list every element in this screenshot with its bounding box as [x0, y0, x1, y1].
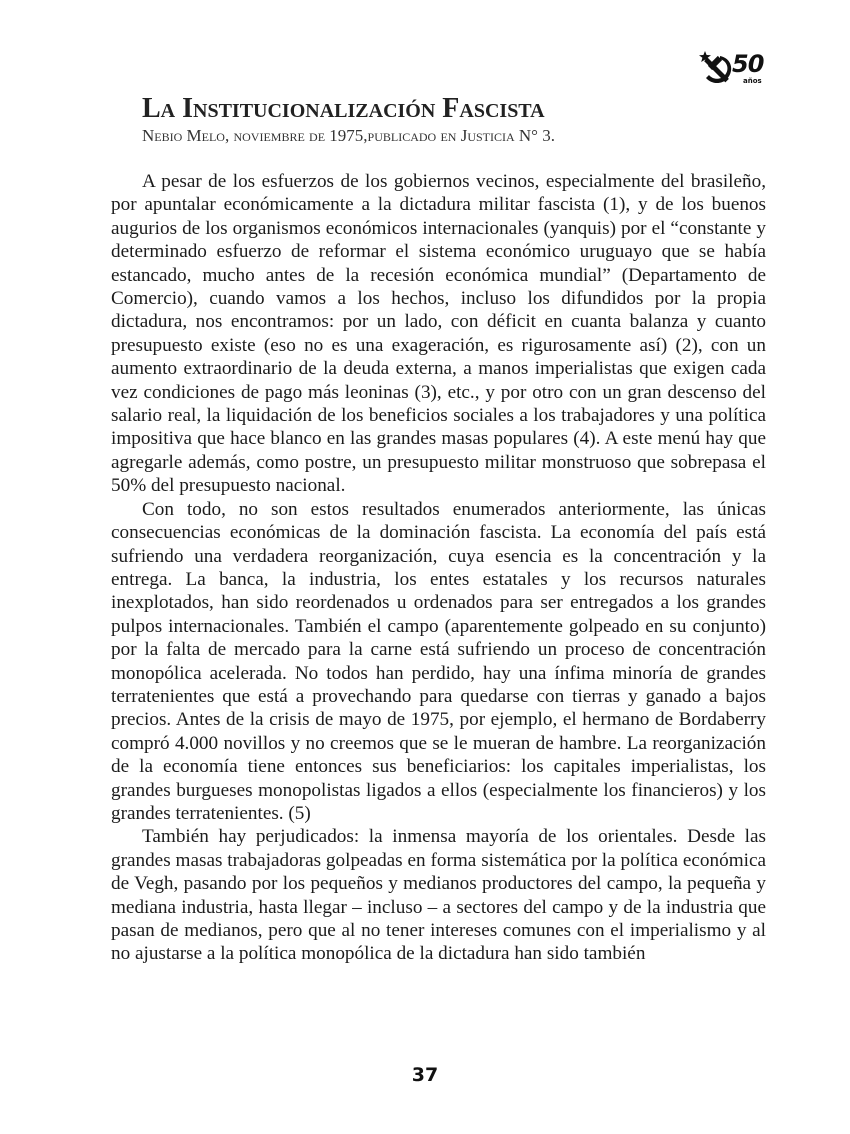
page-number: 37 [411, 1064, 439, 1086]
article-title: La Institucionalización Fascista [142, 93, 545, 124]
anniversary-label: años [743, 77, 762, 85]
paragraph: También hay perjudicados: la inmensa mayoría de los orientales. Desde las grandes masas trabajadoras golpeadas en forma sistemática por la política económica de Vegh, pasando por los pequeños y medianos productores del campo, la pequeña y mediana industria, hasta llegar – incluso – a sectores del campo y de la industria que pasan de medianos, pero que al no tener intereses comunes con el imperialismo y al no ajustarse a la política monopólica de la dictadura han sido también [111, 826, 766, 965]
paragraph: A pesar de los esfuerzos de los gobiernos vecinos, especialmente del brasileño, por apuntalar económicamente a la dictadura militar fascista (1), y de los buenos augurios de los organismos económicos internacionales (yanquis) por el “constante y determinado esfuerzo de reformar el sistema económico uruguayo que se había estancado, mucho antes de la recesión económica mundial” (Departamento de Comercio), cuando vamos a los hechos, incluso los difundidos por la propia dictadura, nos encontramos: por un lado, con déficit en cuanta balanza y cuanto presupuesto existe (eso no es una exageración, es rigurosamente así) (2), con un aumento extraordinario de la deuda externa, a manos imperialistas que exigen cada vez condiciones de pago más leoninas (3), etc., y por otro con un gran descenso del salario real, la liquidación de los beneficios sociales a los trabajadores y una política impositiva que hace blanco en las grandes masas populares (4). A este menú hay que agregarle además, como postre, un presupuesto militar monstruoso que sobrepasa el 50% del presupuesto nacional. [111, 171, 766, 497]
article-header [142, 94, 782, 146]
anniversary-logo [698, 50, 770, 92]
article-byline: Nebio Melo, noviembre de 1975,publicado en Justicia N° 3. [142, 126, 555, 145]
hammer-and-sickle-icon [698, 50, 736, 88]
paragraph: Con todo, no son estos resultados enumerados anteriormente, las únicas consecuencias económicas de la dominación fascista. La economía del país está sufriendo una verdadera reorganización, cuya esencia es la concentración y la entrega. La banca, la industria, los entes estatales y los recursos naturales inexplotados, han sido reordenados u ordenados para ser entregados a los grandes pulpos internacionales. También el campo (aparentemente golpeado en su conjunto) por la falta de mercado para la carne está sufriendo un proceso de concentración monopólica acelerada. No todos han perdido, hay una ínfima minoría de grandes terratenientes que está a provechando para quedarse con tierras y ganado a bajos precios. Antes de la crisis de mayo de 1975, por ejemplo, el hermano de Bordaberry compró 4.000 novillos y no creemos que se le mueran de hambre. La reorganización de la economía tiene entonces sus beneficiarios: los capitales imperialistas, los grandes burgueses monopolistas ligados a ellos (especialmente los financieros) y los grandes terratenientes. (5) [111, 498, 766, 824]
anniversary-number: 50 [732, 50, 764, 78]
article-body [111, 170, 766, 966]
